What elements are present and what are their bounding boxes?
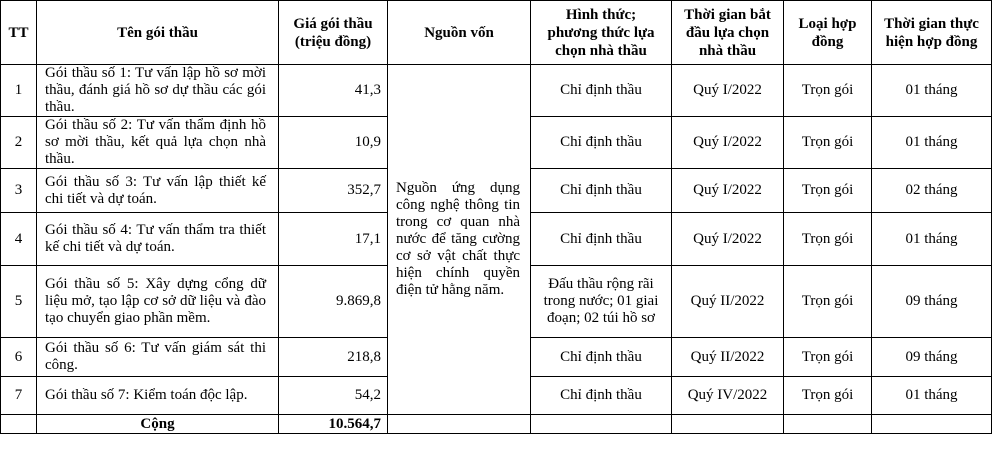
row-duration: 09 tháng <box>872 338 992 377</box>
header-row <box>1 1 992 65</box>
row-package-name: Gói thầu số 7: Kiểm toán độc lập. <box>37 377 279 415</box>
row-price: 9.869,8 <box>279 266 388 338</box>
total-method-empty <box>531 415 672 434</box>
row-method: Chỉ định thầu <box>531 169 672 213</box>
row-contract-type: Trọn gói <box>784 117 872 169</box>
row-price: 218,8 <box>279 338 388 377</box>
row-price: 54,2 <box>279 377 388 415</box>
row-package-name: Gói thầu số 2: Tư vấn thẩm định hồ sơ mời thầu, kết quả lựa chọn nhà thầu. <box>37 117 279 169</box>
total-fund-empty <box>388 415 531 434</box>
row-contract-type: Trọn gói <box>784 338 872 377</box>
row-start: Quý I/2022 <box>672 213 784 266</box>
row-start: Quý I/2022 <box>672 65 784 117</box>
row-tt: 2 <box>1 117 37 169</box>
row-duration: 09 tháng <box>872 266 992 338</box>
row-package-name: Gói thầu số 1: Tư vấn lập hồ sơ mời thầu, đánh giá hồ sơ dự thầu các gói thầu. <box>37 65 279 117</box>
row-duration: 01 tháng <box>872 213 992 266</box>
row-contract-type: Trọn gói <box>784 213 872 266</box>
total-row <box>1 415 992 434</box>
row-tt: 5 <box>1 266 37 338</box>
row-duration: 01 tháng <box>872 377 992 415</box>
row-contract-type: Trọn gói <box>784 266 872 338</box>
total-contract-empty <box>784 415 872 434</box>
row-contract-type: Trọn gói <box>784 65 872 117</box>
row-duration: 01 tháng <box>872 65 992 117</box>
row-method: Chỉ định thầu <box>531 117 672 169</box>
total-duration-empty <box>872 415 992 434</box>
table-row <box>1 65 992 117</box>
row-method: Chỉ định thầu <box>531 65 672 117</box>
total-start-empty <box>672 415 784 434</box>
row-start: Quý II/2022 <box>672 266 784 338</box>
row-duration: 01 tháng <box>872 117 992 169</box>
header-price: Giá gói thầu (triệu đồng) <box>279 1 388 65</box>
header-fund-source: Nguồn vốn <box>388 1 531 65</box>
row-start: Quý II/2022 <box>672 338 784 377</box>
row-start: Quý IV/2022 <box>672 377 784 415</box>
row-contract-type: Trọn gói <box>784 377 872 415</box>
header-selection-method: Hình thức; phương thức lựa chọn nhà thầu <box>531 1 672 65</box>
header-start-time: Thời gian bắt đầu lựa chọn nhà thầu <box>672 1 784 65</box>
fund-source-cell: Nguồn ứng dụng công nghệ thông tin trong cơ quan nhà nước để tăng cường cơ sở vật chất thực hiện chính quyền điện tử hằng năm. <box>388 65 531 415</box>
row-tt: 1 <box>1 65 37 117</box>
row-price: 17,1 <box>279 213 388 266</box>
row-package-name: Gói thầu số 4: Tư vấn thẩm tra thiết kế chi tiết và dự toán. <box>37 213 279 266</box>
row-package-name: Gói thầu số 6: Tư vấn giám sát thi công. <box>37 338 279 377</box>
row-duration: 02 tháng <box>872 169 992 213</box>
row-method: Chỉ định thầu <box>531 377 672 415</box>
row-method: Chỉ định thầu <box>531 213 672 266</box>
header-duration: Thời gian thực hiện hợp đồng <box>872 1 992 65</box>
header-package-name: Tên gói thầu <box>37 1 279 65</box>
row-contract-type: Trọn gói <box>784 169 872 213</box>
row-price: 41,3 <box>279 65 388 117</box>
row-start: Quý I/2022 <box>672 169 784 213</box>
row-tt: 7 <box>1 377 37 415</box>
total-label: Cộng <box>37 415 279 434</box>
row-method: Chỉ định thầu <box>531 338 672 377</box>
total-tt-empty <box>1 415 37 434</box>
row-tt: 4 <box>1 213 37 266</box>
row-start: Quý I/2022 <box>672 117 784 169</box>
row-method: Đấu thầu rộng rãi trong nước; 01 giai đoạn; 02 túi hồ sơ <box>531 266 672 338</box>
row-package-name: Gói thầu số 5: Xây dựng cổng dữ liệu mở, tạo lập cơ sở dữ liệu và đào tạo chuyển giao phần mềm. <box>37 266 279 338</box>
row-price: 352,7 <box>279 169 388 213</box>
header-contract-type: Loại hợp đồng <box>784 1 872 65</box>
row-package-name: Gói thầu số 3: Tư vấn lập thiết kế chi tiết và dự toán. <box>37 169 279 213</box>
row-price: 10,9 <box>279 117 388 169</box>
total-price: 10.564,7 <box>279 415 388 434</box>
row-tt: 3 <box>1 169 37 213</box>
row-tt: 6 <box>1 338 37 377</box>
header-tt: TT <box>1 1 37 65</box>
